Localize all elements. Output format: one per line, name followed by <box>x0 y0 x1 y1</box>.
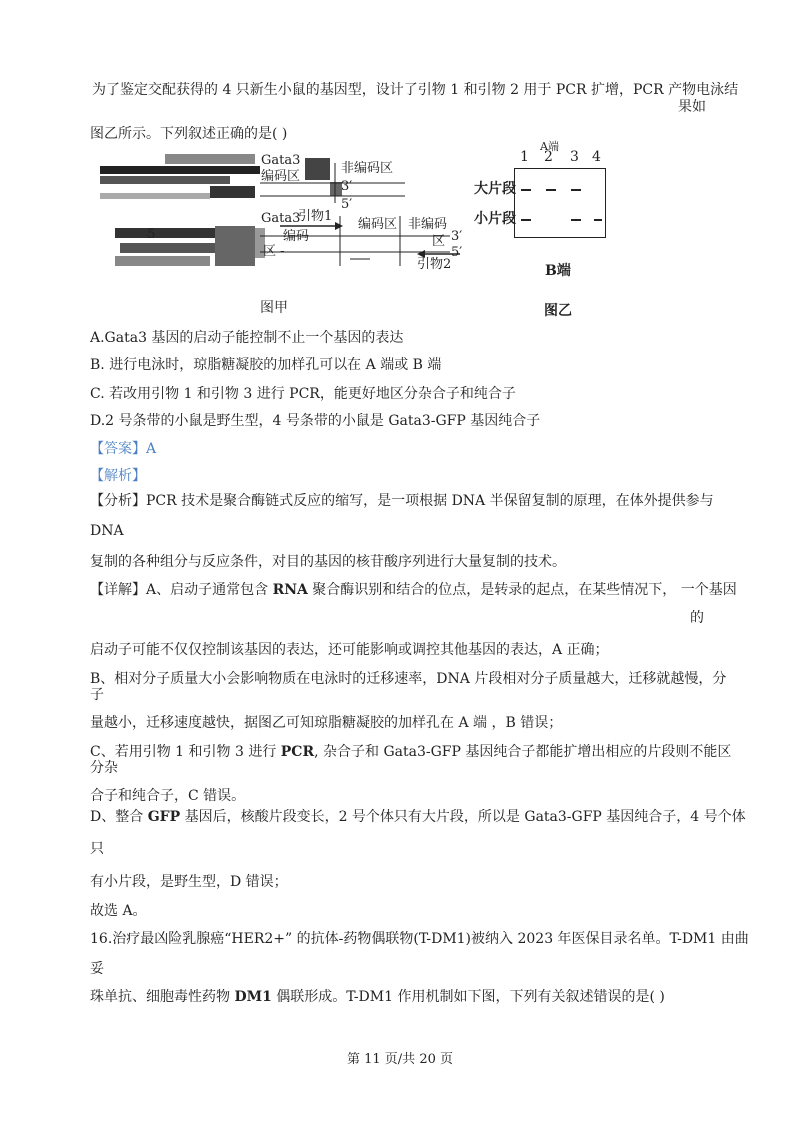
label-gata3-bottom: Gata3 <box>261 211 301 226</box>
label-coding-top: 编码区 <box>261 169 301 184</box>
q16-line1: 16.治疗最凶险乳腺癌“HER2+” 的抗体-药物偶联物(T-DM1)被纳入 2023 年医保目录名单。T-DM1 由曲 <box>90 931 749 947</box>
detail-line5-tail: 分杂 <box>90 760 118 776</box>
gene-block-bottom-3 <box>115 256 210 266</box>
figure-yi-caption: 图乙 <box>544 303 572 319</box>
detail-line5 <box>90 743 731 761</box>
label-5prime-top: 5′ <box>341 197 353 212</box>
label-primer2: 引物2 <box>417 257 452 272</box>
label-gata3-top: Gata3 <box>261 153 301 168</box>
detail-l5-b: PCR <box>280 744 315 760</box>
option-d: D.2 号条带的小鼠是野生型，4 号条带的小鼠是 Gata3-GFP 基因纯合子 <box>90 413 541 429</box>
option-a: A.Gata3 基因的启动子能控制不止一个基因的表达 <box>90 330 404 346</box>
fenxi-line2: DNA <box>90 523 124 539</box>
q15-stem-line1: 为了鉴定交配获得的 4 只新生小鼠的基因型，设计了引物 1 和引物 2 用于 PCR 扩增，PCR 产物电泳结 <box>92 82 739 98</box>
q15-stem-line2: 图乙所示。下列叙述正确的是( ) <box>90 126 288 142</box>
band-small-3 <box>571 219 581 221</box>
lane-3: 3 <box>570 149 579 165</box>
detail-line1 <box>90 581 737 599</box>
label-noncoding-bottom: 非编码 <box>408 217 448 232</box>
label-3prime-top: 3′ <box>341 179 353 194</box>
analysis-label: 【解析】 <box>90 468 146 484</box>
option-c: C. 若改用引物 1 和引物 3 进行 PCR，能更好地区分杂合子和纯合子 <box>90 386 516 402</box>
lane-4: 4 <box>592 149 601 165</box>
label-a-end: A端 <box>540 140 559 153</box>
gene-block-top-4 <box>210 186 255 198</box>
q16-line3 <box>90 988 665 1006</box>
gene-block-top-6 <box>305 158 330 180</box>
lane-1: 1 <box>520 149 529 165</box>
q15-stem-line1-tail: 果如 <box>678 99 706 115</box>
figure-jia <box>95 148 475 273</box>
fenxi-line1: 【分析】PCR 技术是聚合酶链式反应的缩写，是一项根据 DNA 半保留复制的原理，在体外提供参与 <box>90 493 714 509</box>
gene-block-bottom-2 <box>120 243 215 253</box>
gene-block-top-1 <box>100 166 260 174</box>
label-5prime-bottom: 5′ <box>451 245 463 260</box>
label-b-end: B端 <box>545 263 571 279</box>
q16-l3-c: 偶联形成。T-DM1 作用机制如下图，下列有关叙述错误的是( ) <box>271 989 665 1005</box>
detail-line7-tail: 只 <box>90 841 104 857</box>
label-large-fragment: 大片段 <box>474 181 516 197</box>
detail-l1-c: 聚合酶识别和结合的位点，是转录的起点，在某些情况下， 一个基因 <box>307 582 737 598</box>
detail-line4: 量越小，迁移速度越快，据图乙可知琼脂糖凝胶的加样孔在 A 端 ，B 错误； <box>90 715 563 731</box>
label-coding-bottom: 编码区 <box>358 217 398 232</box>
detail-line1-tail: 的 <box>690 610 704 626</box>
gene-block-bottom-1 <box>115 228 215 238</box>
answer-value: A <box>146 441 157 457</box>
gene-block-bottom-4 <box>215 226 255 266</box>
label-coding-bottom-left2: 区 - <box>263 244 285 259</box>
detail-line3-tail: 子 <box>90 687 104 703</box>
figure-yi <box>470 140 620 320</box>
detail-line7 <box>90 808 746 826</box>
detail-l7-a: D、整合 <box>90 809 148 825</box>
page-footer: 第 11 页/共 20 页 <box>347 1052 453 1067</box>
figure-jia-caption: 图甲 <box>260 300 288 316</box>
band-large-2 <box>546 189 556 191</box>
primer1-arrowhead <box>335 222 343 230</box>
gene-block-top-2 <box>100 176 230 184</box>
label-five-left: 5 <box>147 227 156 242</box>
q16-line2: 妥 <box>90 961 104 977</box>
answer-label: 【答案】 <box>90 441 146 457</box>
band-large-3 <box>571 189 581 191</box>
label-small-fragment: 小片段 <box>474 211 516 227</box>
q16-l3-b: DM1 <box>234 989 272 1005</box>
option-b: B. 进行电泳时，琼脂糖凝胶的加样孔可以在 A 端或 B 端 <box>90 357 442 373</box>
detail-l1-b: RNA <box>272 582 308 598</box>
label-noncoding-bottom2: 区 <box>432 234 446 249</box>
detail-line9: 故选 A。 <box>90 903 147 919</box>
detail-line8: 有小片段，是野生型，D 错误； <box>90 874 288 890</box>
fenxi-line3: 复制的各种组分与反应条件，对目的基因的核苷酸序列进行大量复制的技术。 <box>90 554 566 570</box>
detail-l1-a: 【详解】A、启动子通常包含 <box>90 582 273 598</box>
label-primer1: 引物1 <box>298 209 333 224</box>
gene-block-top-5 <box>100 193 210 199</box>
detail-l7-c: 基因后，核酸片段变长，2 号个体只有大片段，所以是 Gata3-GFP 基因纯合子，4 号个体 <box>180 809 746 825</box>
detail-line3: B、相对分子质量大小会影响物质在电泳时的迁移速率，DNA 片段相对分子质量越大，迁移就越慢，分 <box>90 671 727 687</box>
gene-block-top-3 <box>165 154 255 164</box>
label-noncoding-top: 非编码区 <box>341 161 394 176</box>
band-small-1 <box>521 219 531 221</box>
answer-line <box>90 440 156 458</box>
detail-line2: 启动子可能不仅仅控制该基因的表达，还可能影响或调控其他基因的表达，A 正确； <box>90 642 609 658</box>
detail-l5-a: C、若用引物 1 和引物 3 进行 <box>90 744 281 760</box>
detail-line6: 合子和纯合子，C 错误。 <box>90 788 246 804</box>
lane-2: 2 <box>544 149 553 165</box>
q16-l3-a: 珠单抗、细胞毒性药物 <box>90 989 235 1005</box>
detail-l5-c: , 杂合子和 Gata3-GFP 基因纯合子都能扩增出相应的片段则不能区 <box>314 744 732 760</box>
band-large-1 <box>521 189 531 191</box>
label-3prime-bottom: 3′ <box>451 229 463 244</box>
gel-frame <box>514 168 606 238</box>
band-small-4 <box>594 219 602 221</box>
label-coding-bottom-left: 编码 <box>283 229 310 244</box>
detail-l7-b: GFP <box>147 809 181 825</box>
